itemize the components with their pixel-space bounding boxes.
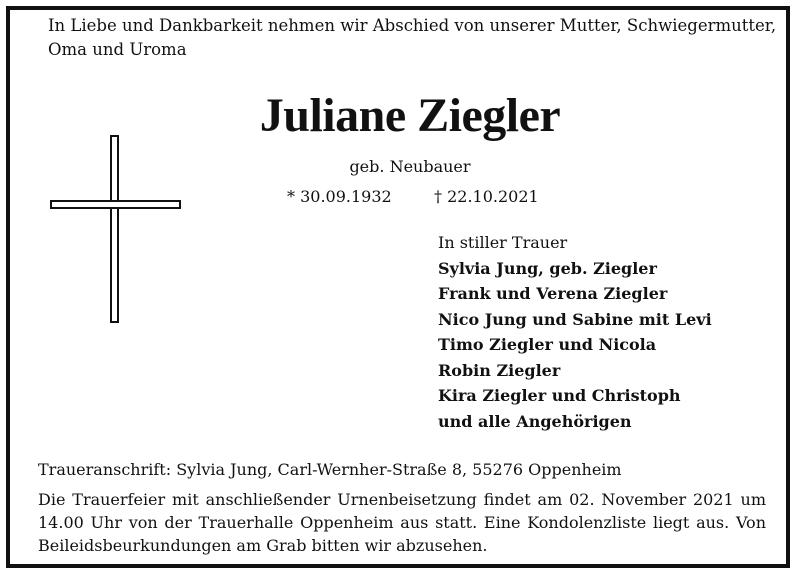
birth-date: * 30.09.1932 [287,187,392,206]
mourner-name: Frank und Verena Ziegler [438,284,668,303]
mourner-name: Nico Jung und Sabine mit Levi [438,309,712,329]
deceased-name: Juliane Ziegler [259,89,561,142]
maiden-name: geb. Neubauer [349,157,471,176]
funeral-notice: Die Trauerfeier mit anschließender Urnenbeisetzung findet am 02. November 2021 um 14.00 Uhr von der Trauerhalle Oppenheim aus statt. Eine Kondolenzliste liegt aus. Von Beileidsbeurkundungen am Grab bitten wir abzusehen. [38,490,766,555]
mourner-name: Timo Ziegler und Nicola [438,335,657,354]
mourner-name: und alle Angehörigen [438,411,632,431]
cross-icon [50,135,181,323]
intro-text: In Liebe und Dankbarkeit nehmen wir Abschied von unserer Mutter, Schwiegermutter, Oma und Uroma [48,16,777,59]
mourner-name: Robin Ziegler [438,360,561,380]
death-date: † 22.10.2021 [434,187,539,206]
mourner-name: Kira Ziegler und Christoph [438,386,681,405]
mourners-heading: In stiller Trauer [438,233,568,252]
mourner-name: Sylvia Jung, geb. Ziegler [438,258,657,278]
mourning-address: Traueranschrift: Sylvia Jung, Carl-Wernher-Straße 8, 55276 Oppenheim [38,460,622,479]
mourners-block [438,230,778,434]
